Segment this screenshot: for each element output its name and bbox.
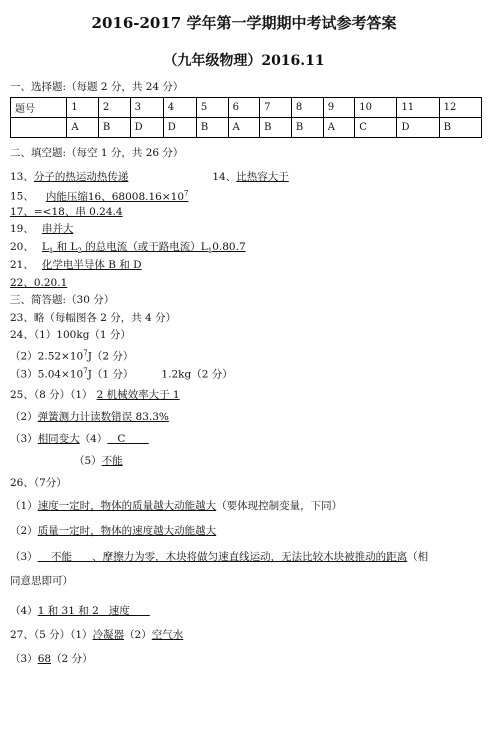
q14-number: 14、 [212, 171, 237, 183]
q24-3-superscript: 7 [83, 367, 88, 375]
answer-q26-1 [10, 499, 342, 513]
q25-5-answer: 不能 [101, 455, 123, 467]
q24-2-unit: J（2 分） [87, 350, 134, 363]
table-cell: D [130, 118, 163, 138]
answer-q23: 23、略（每幅图各 2 分，共 4 分） [10, 312, 177, 324]
q25-2-label: （2） [10, 411, 38, 423]
answer-q25-2 [10, 410, 169, 424]
q26-3-note: （相 [407, 551, 429, 563]
table-cell: B [260, 118, 292, 138]
answer-q25-1 [10, 388, 180, 402]
q24-3-unit: J（1 分） [87, 368, 134, 381]
q24-2-text: （2）2.52×10 [10, 350, 84, 363]
q20-sub: 1 [207, 247, 213, 256]
answer-table-answer-row [11, 118, 482, 138]
section-short-heading: 三、简答题:（30 分） [10, 294, 115, 306]
answer-q26-2 [10, 524, 216, 538]
q25-4-label: （4） [79, 433, 108, 445]
q20-text: 0.80.7 [212, 241, 246, 253]
table-cell: A [67, 118, 99, 138]
answer-q15-q16 [10, 186, 188, 204]
q20-answer [41, 241, 246, 256]
table-cell: 7 [260, 98, 292, 118]
q27-1-label: 27、（5 分）（1） [10, 629, 93, 641]
answer-q22 [10, 276, 67, 290]
table-cell: B [98, 118, 130, 138]
q20-sub: 1 [48, 247, 54, 256]
q22-answer: 22、0.20.1 [10, 277, 68, 289]
table-cell: 3 [130, 98, 163, 118]
table-cell: A [323, 118, 355, 138]
table-cell: D [163, 118, 196, 138]
q25-5-label: （5） [74, 455, 102, 467]
answer-q27-1-2 [10, 628, 183, 642]
page-title: 2016-2017 学年第一学期期中考试参考答案 [91, 14, 397, 32]
q24-2-superscript: 7 [83, 349, 88, 357]
q25-1-answer: 2 机械效率大于 1 [96, 389, 180, 401]
q24-3-text: （3）5.04×10 [10, 368, 84, 381]
answer-q17-q18 [10, 205, 123, 219]
q25-2-answer: 弹簧测力计读数错误 83.3% [37, 411, 169, 423]
q20-number: 20、 [10, 241, 34, 253]
q13-number: 13、 [10, 171, 34, 183]
table-cell: A [228, 118, 260, 138]
q17-answer: 17、=<18、串 0.24.4 [10, 206, 123, 218]
table-cell: 9 [323, 98, 355, 118]
table-cell: B [291, 118, 323, 138]
table-cell: 5 [196, 98, 228, 118]
q27-3-score: （2 分） [51, 653, 93, 665]
answer-table-header-row [11, 98, 482, 118]
q20-text: 和 L [53, 241, 78, 253]
q27-1-answer: 冷凝器 [92, 629, 125, 641]
q25-4-answer: C [107, 433, 149, 445]
q15-superscript: 7 [184, 189, 189, 197]
table-cell: 12 [439, 98, 481, 118]
table-cell [11, 118, 67, 138]
table-cell: B [196, 118, 228, 138]
table-cell: 4 [163, 98, 196, 118]
answer-q25-5 [74, 454, 123, 468]
table-cell: 1 [67, 98, 99, 118]
answer-q24-3 [10, 364, 233, 382]
q15-text: 内能压缩16、68008.16×10 [45, 190, 184, 203]
answer-q13-q14 [10, 170, 289, 184]
table-cell: 题号 [11, 98, 67, 118]
q19-number: 19、 [10, 223, 34, 235]
q20-text: L [41, 241, 49, 253]
answer-q26-4 [10, 604, 150, 618]
q26-1-label: （1） [10, 500, 38, 512]
table-cell: 2 [98, 98, 130, 118]
q26-1-note: （要体现控制变量，下同） [216, 500, 343, 512]
section-fill-heading: 二、填空题:（每空 1 分，共 26 分） [10, 147, 184, 159]
q15-number: 15、 [10, 190, 34, 203]
answer-q19 [10, 222, 73, 236]
answer-q20 [10, 240, 246, 258]
table-cell: D [397, 118, 439, 138]
table-cell: C [355, 118, 397, 138]
q25-1-label: 25、（8 分）（1） [10, 389, 93, 401]
q26-3-reason: 、摩擦力为零，木块将做匀速直线运动，无法比较木块被推动的距离 [92, 551, 408, 563]
answer-q24-2 [10, 346, 133, 364]
q27-2-answer: 空气水 [151, 629, 184, 641]
q27-3-label: （3） [10, 653, 38, 665]
table-cell: 10 [355, 98, 397, 118]
answer-q26-heading: 26、（7分） [10, 477, 67, 489]
table-cell: 8 [291, 98, 323, 118]
q26-4-answer: 1 和 31 和 2 速度 [37, 605, 150, 617]
q25-3-label: （3） [10, 433, 38, 445]
section-choice-heading: 一、选择题:（每题 2 分，共 24 分） [10, 81, 184, 93]
q26-2-answer: 质量一定时，物体的速度越大动能越大 [37, 525, 217, 537]
answer-q21 [10, 258, 142, 272]
q21-answer: 化学电半导体 B 和 D [41, 259, 142, 271]
q13-answer: 分子的热运动热传递 [33, 171, 129, 183]
q15-answer [46, 191, 189, 203]
answer-table [10, 97, 482, 138]
table-cell: 6 [228, 98, 260, 118]
q25-3-answer: 相同变大 [37, 433, 80, 445]
q26-1-answer: 速度一定时，物体的质量越大动能越大 [37, 500, 217, 512]
q27-2-label: （2） [124, 629, 152, 641]
answer-q27-3 [10, 652, 93, 666]
answer-q26-3-continued: 同意思即可） [10, 575, 73, 587]
q24-3-mass: 1.2kg（2 分） [161, 368, 233, 381]
table-cell: 11 [397, 98, 439, 118]
q19-answer: 串并大 [41, 223, 74, 235]
q20-sub: 2 [77, 247, 82, 256]
answer-q26-3 [10, 550, 428, 564]
table-cell: B [439, 118, 481, 138]
q14-answer: 比热容大于 [236, 171, 289, 183]
q26-2-label: （2） [10, 525, 38, 537]
q20-text: 的总电流（或干路电流）L [81, 241, 208, 253]
answer-q25-3-4 [10, 432, 149, 446]
q26-3-label: （3） [10, 551, 38, 563]
q26-3-answer: 不能 [37, 551, 93, 563]
q27-3-answer: 68 [37, 653, 52, 665]
q26-4-label: （4） [10, 605, 38, 617]
page-subtitle: （九年级物理）2016.11 [163, 53, 325, 69]
q21-number: 21、 [10, 259, 34, 271]
answer-q24-1: 24、（1）100kg（1 分） [10, 329, 131, 341]
